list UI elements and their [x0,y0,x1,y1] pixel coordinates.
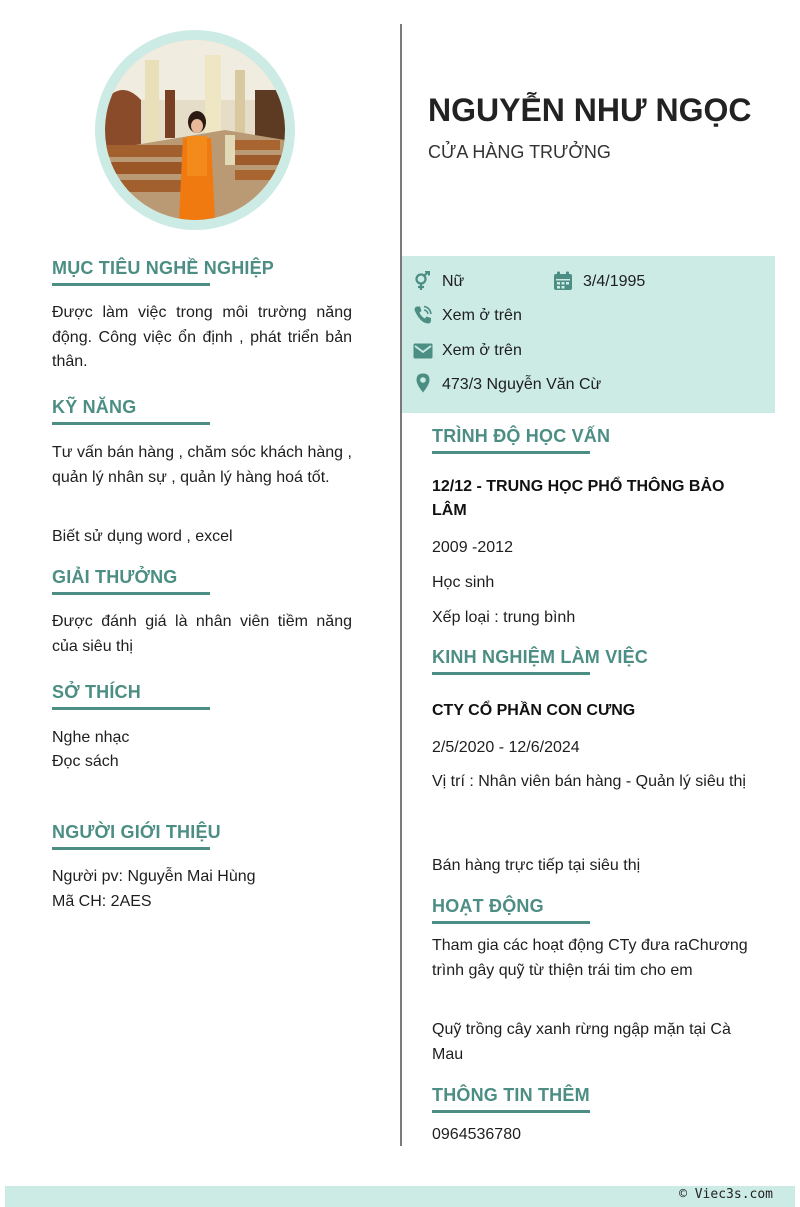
hobby-item: Nghe nhạc [52,729,130,746]
education-grade: Xếp loại : trung bình [432,609,576,626]
section-title: SỞ THÍCH [52,682,141,702]
section-title: KINH NGHIỆM LÀM VIỆC [432,647,649,667]
candidate-name: NGUYỄN NHƯ NGỌC [428,92,752,128]
section-underline [432,1110,590,1113]
reference-interviewer: Người pv: Nguyễn Mai Hùng [52,868,256,885]
address-value: 473/3 Nguyễn Văn Cừ [442,376,602,393]
skills-software: Biết sử dụng word , excel [52,528,233,545]
location-icon [413,373,433,393]
awards-text: Được đánh giá là nhân viên tiềm năng của siêu thị [52,613,352,655]
column-divider [400,24,402,1146]
experience-section [432,647,762,675]
section-title: GIẢI THƯỞNG [52,567,178,587]
avatar-frame [95,30,295,230]
calendar-icon [553,271,573,291]
section-underline [432,921,590,924]
section-underline [52,422,210,425]
phone-value: Xem ở trên [442,307,522,324]
section-title: TRÌNH ĐỘ HỌC VẤN [432,426,611,446]
education-section [432,426,762,454]
hobby-item: Đọc sách [52,753,119,770]
activity-item: Quỹ trồng cây xanh rừng ngập mặn tại Cà Mau [432,1021,731,1063]
education-school: 12/12 - TRUNG HỌC PHỔ THÔNG BẢO LÂM [432,478,725,519]
section-title: HOẠT ĐỘNG [432,896,544,916]
activity-item: Tham gia các hoạt động CTy đưa raChương trình gây quỹ từ thiện trái tim cho em [432,937,748,979]
additional-section [432,1085,762,1113]
objective-text: Được làm việc trong môi trường năng động. Công việc ổn định , phát triển bản thân. [52,304,352,370]
section-underline [432,672,590,675]
avatar [105,40,285,220]
footer-bar [5,1186,795,1207]
birthday-value: 3/4/1995 [583,273,646,290]
skills-text: Tư vấn bán hàng , chăm sóc khách hàng , quản lý nhân sự , quản lý hàng hoá tốt. [52,444,352,486]
references-section [52,822,352,850]
section-underline [52,592,210,595]
activities-section [432,896,762,924]
gender-value: Nữ [442,273,465,290]
objective-section [52,258,352,286]
awards-section [52,567,352,595]
section-underline [432,451,590,454]
education-role: Học sinh [432,574,495,591]
experience-position: Vị trí : Nhân viên bán hàng - Quản lý siêu thị [432,773,746,790]
section-title: KỸ NĂNG [52,397,137,417]
footer-copyright: © Viec3s.com [679,1187,773,1202]
section-title: MỤC TIÊU NGHỀ NGHIỆP [52,258,275,278]
skills-section [52,397,352,425]
gender-icon [413,271,433,291]
phone-icon [413,305,433,325]
email-icon [413,341,433,361]
section-underline [52,283,210,286]
section-title: THÔNG TIN THÊM [432,1085,590,1105]
section-title: NGƯỜI GIỚI THIỆU [52,822,221,842]
reference-store-code: Mã CH: 2AES [52,893,152,910]
job-title: CỬA HÀNG TRƯỞNG [428,142,611,162]
avatar-photo [105,40,285,220]
hobbies-section [52,682,352,710]
experience-period: 2/5/2020 - 12/6/2024 [432,739,580,756]
experience-duty: Bán hàng trực tiếp tại siêu thị [432,857,641,874]
section-underline [52,707,210,710]
email-value: Xem ở trên [442,342,522,359]
experience-company: CTY CỔ PHẦN CON CƯNG [432,702,636,719]
education-years: 2009 -2012 [432,539,513,556]
additional-phone: 0964536780 [432,1126,521,1143]
section-underline [52,847,210,850]
